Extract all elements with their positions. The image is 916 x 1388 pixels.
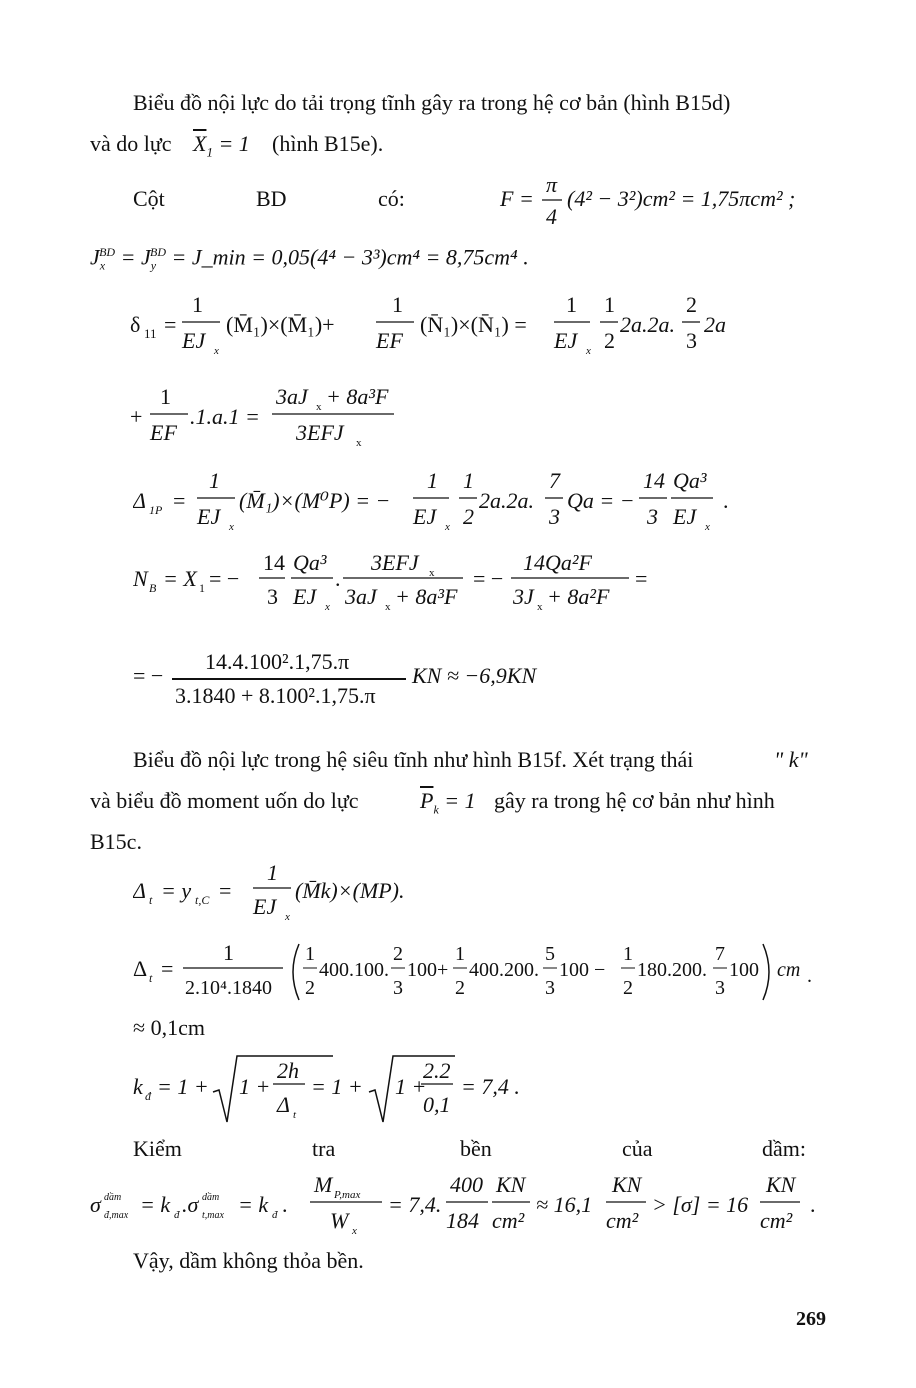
label-dam: dầm: (762, 1136, 806, 1161)
svg-text:.: . (807, 965, 812, 987)
svg-text:B: B (149, 581, 157, 595)
svg-text:x: x (537, 601, 543, 613)
svg-text:cm²: cm² (492, 1208, 525, 1233)
approx-delta: ≈ 0,1cm (133, 1015, 205, 1040)
svg-text:1: 1 (427, 468, 438, 493)
svg-text:EJ: EJ (554, 328, 578, 353)
svg-text:400.200.: 400.200. (469, 959, 539, 981)
svg-text:3: 3 (715, 977, 725, 999)
svg-text:cm: cm (777, 959, 801, 981)
nb-denominator: 3.1840 + 8.100².1,75.π (175, 683, 376, 708)
svg-text:EJ: EJ (673, 504, 697, 529)
svg-text:2: 2 (623, 977, 633, 999)
svg-text:= X: = X (163, 566, 197, 591)
svg-text:σ: σ (90, 1192, 101, 1217)
svg-text:2: 2 (463, 504, 474, 529)
svg-text:t: t (149, 893, 153, 907)
svg-text:1: 1 (223, 940, 234, 965)
svg-text:= 1 +: = 1 + (311, 1074, 363, 1099)
svg-text:EJ: EJ (293, 584, 317, 609)
paragraph-2-line-2a: và biểu đồ moment uốn do lực (90, 788, 359, 813)
svg-text:400: 400 (450, 1172, 483, 1197)
svg-text:.σ: .σ (182, 1192, 199, 1217)
paragraph-2-line-2b: gây ra trong hệ cơ bản như hình (494, 788, 775, 813)
svg-text:1: 1 (209, 468, 220, 493)
svg-text:x: x (445, 521, 450, 533)
svg-text:M: M (314, 1172, 333, 1197)
svg-text:400.100.: 400.100. (319, 959, 389, 981)
svg-text:= 7,4.: = 7,4. (388, 1192, 442, 1217)
svg-text:đ: đ (272, 1209, 278, 1221)
formula-F-fraction (538, 172, 568, 232)
svg-text:x: x (385, 601, 391, 613)
svg-text:=: = (161, 956, 174, 981)
svg-text:Δ: Δ (133, 878, 146, 903)
svg-text:π: π (546, 172, 558, 197)
svg-text:2.2: 2.2 (423, 1058, 451, 1083)
paragraph-1-line-2b: (hình B15e). (272, 131, 384, 156)
svg-text:1: 1 (604, 292, 615, 317)
pk-symbol: $\overline{P}_k = 1$ (420, 788, 476, 817)
svg-text:≈ 16,1: ≈ 16,1 (536, 1192, 593, 1217)
svg-text:3J: 3J (513, 584, 534, 609)
svg-text:=: = (173, 488, 186, 513)
svg-text:t: t (293, 1109, 297, 1121)
svg-text:EJ: EJ (253, 894, 277, 919)
svg-text:(M̄₁)×(M̄₁)+: (M̄₁)×(M̄₁)+ (226, 312, 335, 337)
svg-text:180.200.: 180.200. (637, 959, 707, 981)
svg-text:2: 2 (305, 977, 315, 999)
svg-text:.: . (810, 1192, 816, 1217)
svg-text:1: 1 (455, 943, 465, 965)
svg-text:3: 3 (545, 977, 555, 999)
svg-text:3: 3 (549, 504, 560, 529)
svg-text:.: . (723, 488, 729, 513)
svg-text:11: 11 (144, 326, 157, 341)
svg-text:0,1: 0,1 (423, 1092, 451, 1117)
svg-text:x: x (586, 345, 591, 357)
formula-delta-t (133, 864, 453, 934)
svg-text:2a: 2a (704, 312, 726, 337)
svg-text:7: 7 (549, 468, 560, 493)
svg-text:2: 2 (393, 943, 403, 965)
label-kiem: Kiểm (133, 1136, 182, 1161)
svg-text:x: x (356, 437, 362, 449)
svg-text:2h: 2h (277, 1058, 299, 1083)
svg-text:+ 8a³F: + 8a³F (395, 584, 458, 609)
paragraph-1-line-1: Biểu đồ nội lực do tải trọng tĩnh gây ra trong hệ cơ bản (hình B15d) (133, 90, 731, 115)
svg-text:2: 2 (604, 328, 615, 353)
svg-text:> [σ] = 16: > [σ] = 16 (652, 1192, 749, 1217)
svg-text:(M̄₁)×(M⁰P) = −: (M̄₁)×(M⁰P) = − (239, 488, 391, 513)
svg-text:δ: δ (130, 312, 141, 337)
svg-text:2a.2a.: 2a.2a. (479, 488, 534, 513)
paragraph-2-line-3: B15c. (90, 829, 142, 854)
svg-text:x: x (285, 911, 290, 923)
svg-text:1: 1 (463, 468, 474, 493)
svg-text:EJ: EJ (182, 328, 206, 353)
svg-text:Δ: Δ (277, 1092, 290, 1117)
svg-text:.: . (335, 566, 341, 591)
svg-text:=: = (164, 312, 177, 337)
svg-text:3: 3 (686, 328, 697, 353)
svg-text:1: 1 (267, 864, 278, 885)
formula-delta1p (133, 466, 743, 536)
svg-text:+ 8a³F: + 8a³F (326, 384, 389, 409)
svg-text:đ: đ (174, 1209, 180, 1221)
svg-text:cm²: cm² (760, 1208, 793, 1233)
svg-text:t,C: t,C (195, 893, 210, 907)
label-ben: bền (460, 1136, 492, 1161)
svg-text:W: W (330, 1208, 349, 1233)
svg-text:KN: KN (612, 1172, 642, 1197)
svg-text:.1.a.1 =: .1.a.1 = (190, 404, 260, 429)
svg-text:(M̄k)×(MP).: (M̄k)×(MP). (295, 878, 405, 903)
svg-text:+: + (130, 404, 143, 429)
svg-text:EF: EF (376, 328, 403, 353)
x1-symbol: $\overline{X}_1 = 1$ (193, 131, 250, 160)
svg-text:Qa³: Qa³ (673, 468, 707, 493)
formula-F-rhs: (4² − 3²)cm² = 1,75πcm² ; (567, 186, 796, 211)
svg-text:1 +: 1 + (239, 1074, 271, 1099)
svg-text:14: 14 (263, 550, 285, 575)
svg-text:= 1 +: = 1 + (157, 1074, 209, 1099)
svg-text:1: 1 (160, 384, 171, 409)
svg-text:100: 100 (729, 959, 759, 981)
svg-text:1: 1 (623, 943, 633, 965)
svg-text:100+: 100+ (407, 959, 449, 981)
svg-text:dầm: dầm (104, 1192, 122, 1203)
svg-text:t,max: t,max (202, 1210, 224, 1221)
svg-text:x: x (229, 521, 234, 533)
svg-text:KN: KN (766, 1172, 796, 1197)
svg-text:1: 1 (192, 292, 203, 317)
svg-text:Qa = −: Qa = − (567, 488, 635, 513)
svg-text:184: 184 (446, 1208, 479, 1233)
nb-fraction-bar (172, 678, 406, 680)
svg-text:đ,max: đ,max (104, 1210, 129, 1221)
svg-text:3: 3 (647, 504, 658, 529)
svg-text:= 7,4 .: = 7,4 . (461, 1074, 520, 1099)
svg-text:= −: = − (209, 566, 240, 591)
label-cua: của (622, 1136, 653, 1161)
svg-text:cm²: cm² (606, 1208, 639, 1233)
formula-J: $J_x^{BD} = J_y^{BD}$ = J_min = 0,05(4⁴ − 3³)cm⁴ = 8,75cm⁴ . (90, 244, 529, 273)
svg-text:EJ: EJ (413, 504, 437, 529)
svg-text:1: 1 (392, 292, 403, 317)
state-k: " k" (774, 747, 808, 772)
svg-text:3: 3 (393, 977, 403, 999)
svg-text:2.10⁴.1840: 2.10⁴.1840 (185, 977, 272, 999)
svg-text:P,max: P,max (334, 1189, 361, 1201)
svg-text:1: 1 (305, 943, 315, 965)
svg-text:x: x (325, 601, 330, 613)
svg-text:3: 3 (267, 584, 278, 609)
svg-text:x: x (316, 401, 322, 413)
label-tra: tra (312, 1136, 336, 1161)
svg-text:(N̄₁)×(N̄₁) =: (N̄₁)×(N̄₁) = (420, 312, 527, 337)
svg-text:3aJ: 3aJ (345, 584, 377, 609)
formula-delta11 (130, 290, 750, 360)
svg-text:14Qa²F: 14Qa²F (523, 550, 592, 575)
svg-text:2: 2 (686, 292, 697, 317)
page-number: 269 (796, 1308, 826, 1330)
svg-text:3aJ: 3aJ (276, 384, 308, 409)
svg-text:.: . (282, 1192, 288, 1217)
svg-text:đ: đ (145, 1089, 151, 1103)
formula-delta-t-numeric (133, 938, 823, 1008)
svg-text:= k: = k (238, 1192, 269, 1217)
svg-text:2: 2 (455, 977, 465, 999)
svg-text:EJ: EJ (197, 504, 221, 529)
nb-minus: = − (133, 663, 164, 688)
svg-text:1P: 1P (149, 503, 163, 517)
svg-text:=: = (635, 566, 648, 591)
svg-text:Δ: Δ (133, 956, 148, 981)
svg-text:x: x (429, 567, 435, 579)
svg-text:+ 8a²F: + 8a²F (547, 584, 610, 609)
svg-text:= k: = k (140, 1192, 171, 1217)
nb-result: KN ≈ −6,9KN (412, 663, 537, 688)
label-bd: BD (256, 186, 287, 211)
svg-text:Qa³: Qa³ (293, 550, 327, 575)
paragraph-2-line-1: Biểu đồ nội lực trong hệ siêu tĩnh như hình B15f. Xét trạng thái (133, 747, 694, 772)
svg-text:=: = (219, 878, 232, 903)
svg-text:N: N (133, 566, 148, 591)
svg-text:100 −: 100 − (559, 959, 606, 981)
label-cot: Cột (133, 186, 165, 211)
formula-nb (133, 548, 653, 618)
svg-text:x: x (705, 521, 710, 533)
svg-text:KN: KN (496, 1172, 526, 1197)
svg-text:3EFJ: 3EFJ (296, 420, 344, 445)
nb-numerator: 14.4.100².1,75.π (205, 649, 350, 674)
svg-text:x: x (352, 1225, 357, 1237)
svg-text:x: x (214, 345, 219, 357)
svg-text:t: t (149, 971, 153, 985)
formula-sigma (90, 1170, 830, 1240)
svg-text:7: 7 (715, 943, 725, 965)
svg-text:1: 1 (199, 581, 205, 595)
svg-text:= y: = y (161, 878, 192, 903)
formula-kd (133, 1052, 533, 1128)
svg-text:2a.2a.: 2a.2a. (620, 312, 675, 337)
svg-text:EF: EF (150, 420, 177, 445)
svg-text:k: k (133, 1074, 143, 1099)
svg-text:1 +: 1 + (395, 1074, 427, 1099)
label-co: có: (378, 186, 405, 211)
svg-text:14: 14 (643, 468, 665, 493)
svg-text:4: 4 (546, 204, 557, 229)
conclusion: Vậy, dầm không thỏa bền. (133, 1248, 364, 1273)
svg-text:dầm: dầm (202, 1192, 220, 1203)
svg-text:3EFJ: 3EFJ (371, 550, 419, 575)
paragraph-1-line-2a: và do lực (90, 131, 172, 156)
formula-delta11-cont (130, 382, 430, 452)
svg-text:5: 5 (545, 943, 555, 965)
svg-text:= −: = − (473, 566, 504, 591)
svg-text:1: 1 (566, 292, 577, 317)
svg-text:Δ: Δ (133, 488, 146, 513)
formula-F-lhs: F = (500, 186, 534, 211)
